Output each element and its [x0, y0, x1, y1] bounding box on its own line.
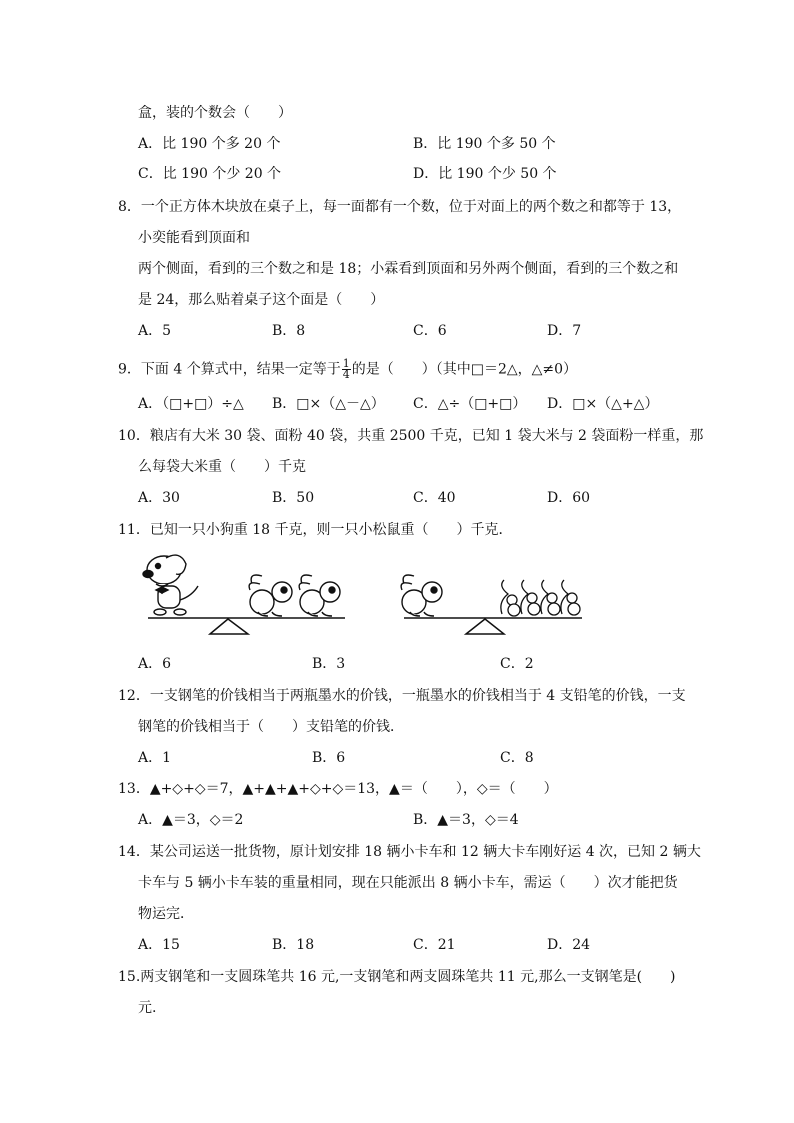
- q11-option-b[interactable]: B．3: [312, 656, 346, 672]
- q15-stem-line1: 15.两支钢笔和一支圆珠笔共 16 元,一支钢笔和两支圆珠笔共 11 元,那么一支钢笔是( ): [118, 969, 676, 985]
- q10-option-c[interactable]: C．40: [413, 490, 456, 506]
- q9-option-b[interactable]: B．□×（△－△）: [272, 396, 385, 412]
- q8-stem-line2: 小奕能看到顶面和: [138, 230, 250, 246]
- q15-stem-line2: 元.: [138, 1000, 157, 1016]
- q14-stem-line2: 卡车与 5 辆小卡车装的重量相同，现在只能派出 8 辆小卡车，需运（ ）次才能把货: [138, 875, 678, 891]
- q14-option-c[interactable]: C．21: [413, 937, 456, 953]
- q10-option-a[interactable]: A．30: [138, 490, 180, 506]
- squirrel-icon: [521, 580, 540, 615]
- q7-option-a[interactable]: A．比 190 个多 20 个: [138, 136, 281, 152]
- q8-option-d[interactable]: D．7: [547, 323, 582, 339]
- fraction-numerator: 1: [342, 357, 350, 370]
- q11-option-c[interactable]: C．2: [500, 656, 534, 672]
- dog-icon: [143, 555, 198, 615]
- q14-option-a[interactable]: A．15: [138, 937, 180, 953]
- q9-stem-pre: 9．下面 4 个算式中，结果一定等于: [118, 361, 341, 378]
- rabbit-icon: [249, 575, 292, 616]
- rabbit-icon: [401, 575, 442, 616]
- q14-stem-line3: 物运完．: [138, 906, 194, 922]
- q7-option-c[interactable]: C．比 190 个少 20 个: [138, 166, 282, 182]
- rabbit-icon: [299, 575, 340, 616]
- q8-stem-line4: 是 24，那么贴着桌子这个面是（ ）: [138, 292, 385, 308]
- q12-option-b[interactable]: B．6: [312, 750, 346, 766]
- q9-stem-post: 的是（ ）（其中□＝2△，△≠0）: [351, 361, 578, 378]
- q8-stem-line1: 8．一个正方体木块放在桌子上，每一面都有一个数，位于对面上的两个数之和都等于 13，: [118, 199, 682, 215]
- q10-option-b[interactable]: B．50: [272, 490, 315, 506]
- squirrel-icon: [501, 580, 520, 616]
- q14-stem-line1: 14．某公司运送一批货物，原计划安排 18 辆小卡车和 12 辆大卡车刚好运 4 次，已知 2 辆大: [118, 844, 701, 860]
- q10-stem-line1: 10．粮店有大米 30 袋、面粉 40 袋，共重 2500 千克，已知 1 袋大米与 2 袋面粉一样重，那: [118, 428, 704, 444]
- fraction-denominator: 4: [342, 368, 350, 381]
- q10-option-d[interactable]: D．60: [547, 490, 591, 506]
- q8-option-b[interactable]: B．8: [272, 323, 306, 339]
- q8-stem-line3: 两个侧面，看到的三个数之和是 18；小霖看到顶面和另外两个侧面，看到的三个数之和: [138, 261, 679, 277]
- q8-option-a[interactable]: A．5: [138, 323, 172, 339]
- squirrel-icon: [541, 580, 560, 615]
- balance-scale-rabbit-squirrels: [400, 548, 590, 638]
- q11-option-a[interactable]: A．6: [138, 656, 172, 672]
- q7-option-d[interactable]: D．比 190 个少 50 个: [413, 166, 557, 182]
- q8-option-c[interactable]: C．6: [413, 323, 447, 339]
- q7-stem-cont: 盒，装的个数会（ ）: [138, 105, 292, 121]
- one-quarter-fraction: [342, 359, 351, 380]
- q9-option-d[interactable]: D．□×（△+△）: [547, 396, 659, 412]
- q12-option-c[interactable]: C．8: [500, 750, 534, 766]
- q9-stem: [118, 359, 577, 380]
- q10-stem-line2: 么每袋大米重（ ）千克: [138, 459, 306, 475]
- q14-option-b[interactable]: B．18: [272, 937, 315, 953]
- q9-option-a[interactable]: A．（□+□）÷△: [138, 396, 244, 412]
- q9-option-c[interactable]: C．△÷（□+□）: [413, 396, 527, 412]
- q13-stem: 13．▲+◇+◇＝7，▲+▲+▲+◇+◇＝13，▲＝（ ），◇＝（ ）: [118, 781, 558, 797]
- q13-option-b[interactable]: B．▲＝3，◇＝4: [413, 812, 519, 828]
- balance-scale-dog-rabbits: [140, 548, 350, 638]
- q11-stem: 11．已知一只小狗重 18 千克，则一只小松鼠重（ ）千克．: [118, 522, 513, 538]
- q12-option-a[interactable]: A．1: [138, 750, 172, 766]
- q13-option-a[interactable]: A．▲＝3，◇＝2: [138, 812, 244, 828]
- squirrel-icon: [561, 580, 580, 615]
- q14-option-d[interactable]: D．24: [547, 937, 591, 953]
- q12-stem-line1: 12．一支钢笔的价钱相当于两瓶墨水的价钱，一瓶墨水的价钱相当于 4 支铅笔的价钱，一支: [118, 688, 686, 704]
- q12-stem-line2: 钢笔的价钱相当于（ ）支铅笔的价钱．: [138, 719, 404, 735]
- q7-option-b[interactable]: B．比 190 个多 50 个: [413, 136, 556, 152]
